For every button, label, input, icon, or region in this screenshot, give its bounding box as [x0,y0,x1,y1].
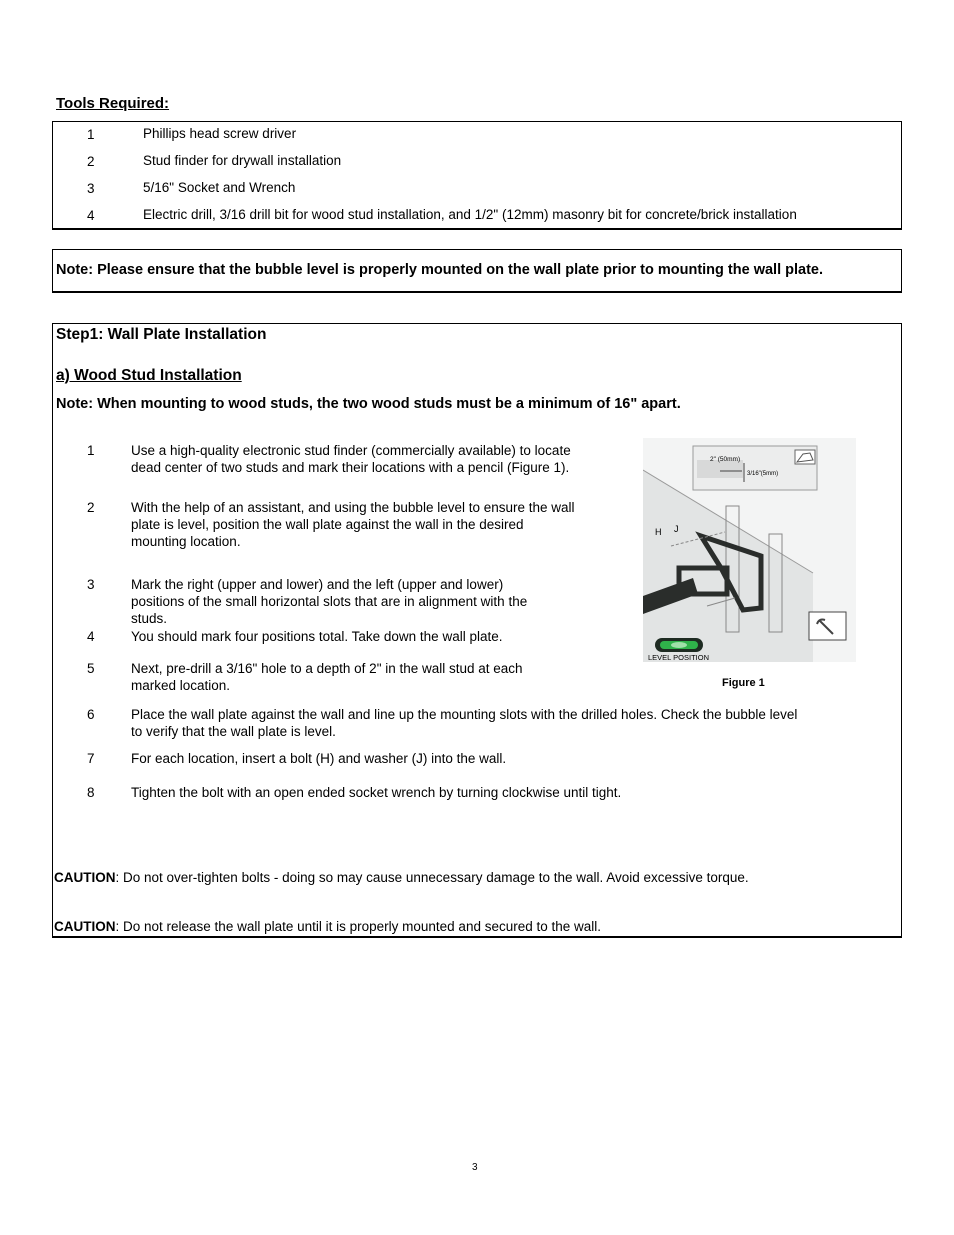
item-number: 2 [87,500,95,515]
bit-label: 3/16"(5mm) [747,471,779,477]
caution-text: : Do not release the wall plate until it is properly mounted and secured to the wall. [115,919,602,934]
tool-number: 4 [87,208,95,223]
tools-heading: Tools Required: [56,95,170,112]
note-box [52,249,902,293]
item-text: For each location, insert a bolt (H) and washer (J) into the wall. [131,751,507,766]
caution-label: CAUTION [54,919,116,934]
item-text: Mark the right (upper and lower) and the left (upper and lower) positions of the small horizontal slots that are in alignment with the studs. [131,577,528,626]
tool-number: 2 [87,154,95,169]
tool-number: 3 [87,181,95,196]
tool-text: Electric drill, 3/16 drill bit for wood stud installation, and 1/2" (12mm) masonry bit for concrete/brick installation [143,207,797,222]
step-subtitle: a) Wood Stud Installation [56,367,242,384]
tool-number: 1 [87,127,95,142]
step-title: Step1: Wall Plate Installation [56,326,267,343]
level-position-label: LEVEL POSITION [648,653,709,662]
figure-caption: Figure 1 [722,677,765,689]
note-text: Note: Please ensure that the bubble level is properly mounted on the wall plate prior to mounting the wall plate. [56,262,823,278]
item-text: You should mark four positions total. Take down the wall plate. [131,629,503,644]
item-text: Next, pre-drill a 3/16" hole to a depth of 2" in the wall stud at each marked location. [131,661,523,693]
depth-label: 2" (50mm) [710,456,741,463]
figure-1-illustration [643,438,856,662]
item-number: 3 [87,577,95,592]
item-number: 5 [87,661,95,676]
label-h: H [655,527,662,537]
tool-text: 5/16" Socket and Wrench [143,180,296,195]
item-text: Tighten the bolt with an open ended socket wrench by turning clockwise until tight. [131,785,622,800]
caution-1 [54,870,749,885]
page-number: 3 [472,1162,478,1173]
item-text: With the help of an assistant, and using the bubble level to ensure the wall plate is level, position the wall plate against the wall in the desired mounting location. [131,500,575,549]
item-text: Use a high-quality electronic stud finder (commercially available) to locate dead center of two studs and mark their locations with a pencil (Figure 1). [131,443,571,475]
item-number: 1 [87,443,95,458]
item-number: 4 [87,629,95,644]
caution-2 [54,919,601,934]
tools-table [52,121,902,230]
item-text: Place the wall plate against the wall and line up the mounting slots with the drilled holes. Check the bubble level to verify that the wall plate is level. [131,707,798,739]
item-number: 8 [87,785,95,800]
tool-text: Stud finder for drywall installation [143,153,342,168]
caution-label: CAUTION [54,870,116,885]
tool-text: Phillips head screw driver [143,126,297,141]
step-note: Note: When mounting to wood studs, the two wood studs must be a minimum of 16" apart. [56,396,681,412]
label-j: J [674,524,679,534]
item-number: 6 [87,707,95,722]
caution-text: : Do not over-tighten bolts - doing so may cause unnecessary damage to the wall. Avoid excessive torque. [115,870,749,885]
item-number: 7 [87,751,95,766]
